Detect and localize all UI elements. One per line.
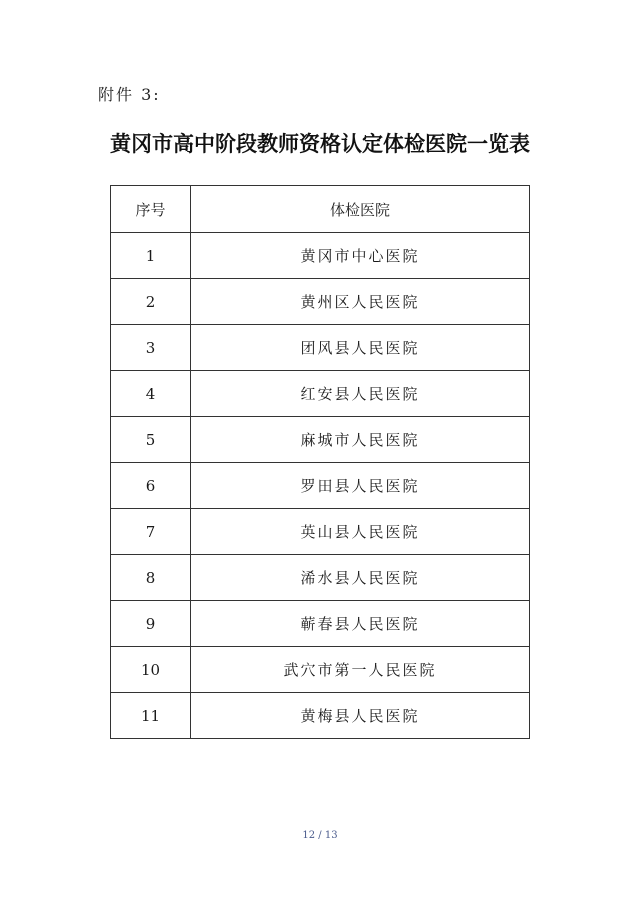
row-number: 2	[111, 279, 191, 325]
row-number: 5	[111, 417, 191, 463]
row-number: 7	[111, 509, 191, 555]
table-row	[111, 279, 530, 325]
column-header-hospital: 体检医院	[191, 186, 530, 233]
row-number: 8	[111, 555, 191, 601]
row-number: 10	[111, 647, 191, 693]
row-number: 9	[111, 601, 191, 647]
attachment-label: 附件 3:	[98, 85, 161, 104]
hospital-name: 红安县人民医院	[191, 371, 530, 417]
table-row	[111, 233, 530, 279]
hospital-name: 罗田县人民医院	[191, 463, 530, 509]
hospital-name: 武穴市第一人民医院	[191, 647, 530, 693]
table-row	[111, 555, 530, 601]
table-row	[111, 463, 530, 509]
row-number: 1	[111, 233, 191, 279]
row-number: 3	[111, 325, 191, 371]
row-number: 11	[111, 693, 191, 739]
hospital-name: 蕲春县人民医院	[191, 601, 530, 647]
table-header-row	[111, 186, 530, 233]
hospital-name: 浠水县人民医院	[191, 555, 530, 601]
page-indicator: 12 / 13	[302, 830, 338, 841]
table-row	[111, 601, 530, 647]
hospital-name: 黄冈市中心医院	[191, 233, 530, 279]
column-header-number: 序号	[111, 186, 191, 233]
hospital-name: 黄梅县人民医院	[191, 693, 530, 739]
row-number: 4	[111, 371, 191, 417]
hospital-name: 英山县人民医院	[191, 509, 530, 555]
hospital-name: 团风县人民医院	[191, 325, 530, 371]
table-row	[111, 509, 530, 555]
table-row	[111, 693, 530, 739]
table-row	[111, 417, 530, 463]
hospital-name: 麻城市人民医院	[191, 417, 530, 463]
table-row	[111, 647, 530, 693]
hospital-table	[110, 185, 530, 739]
table-row	[111, 325, 530, 371]
row-number: 6	[111, 463, 191, 509]
hospital-name: 黄州区人民医院	[191, 279, 530, 325]
page-title: 黄冈市高中阶段教师资格认定体检医院一览表	[110, 132, 530, 156]
table-row	[111, 371, 530, 417]
